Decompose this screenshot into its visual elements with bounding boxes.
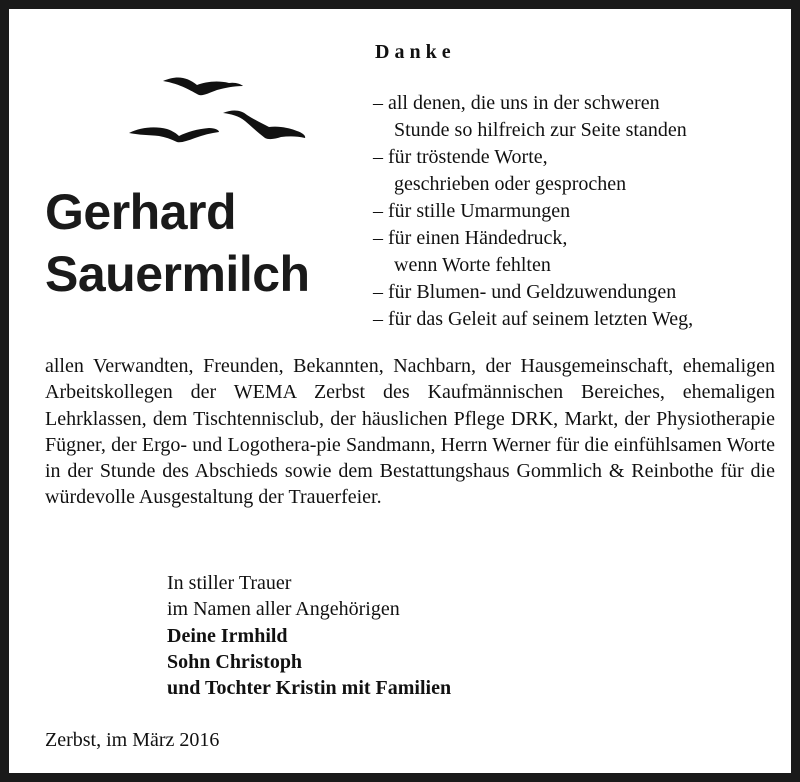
mourning-line: In stiller Trauer <box>167 572 292 594</box>
mourning-signature <box>167 570 451 701</box>
bird-left <box>129 127 219 142</box>
thanks-line: Stunde so hilfreich zur Seite standen <box>394 119 687 141</box>
bird-middle <box>223 111 305 140</box>
deceased-first-name: Gerhard <box>45 184 237 240</box>
thanks-line: – all denen, die uns in der schweren <box>373 92 660 114</box>
thanks-line: – für das Geleit auf seinem letzten Weg, <box>373 308 694 330</box>
thanks-line: wenn Worte fehlten <box>394 254 551 276</box>
notice-heading: Danke <box>375 41 456 63</box>
place-date: Zerbst, im März 2016 <box>45 729 220 751</box>
deceased-name <box>45 181 310 305</box>
thanks-list <box>373 90 778 333</box>
thanks-line: – für einen Händedruck, <box>373 227 568 249</box>
signer-name: Deine Irmhild <box>167 624 288 647</box>
signer-name: und Tochter Kristin mit Familien <box>167 677 452 700</box>
mourning-line: im Namen aller Angehörigen <box>167 598 400 621</box>
thanks-line: – für tröstende Worte, <box>373 146 548 168</box>
thanks-line: – für stille Umarmungen <box>373 200 571 222</box>
thanks-line: – für Blumen- und Geldzuwendungen <box>373 281 677 303</box>
acknowledgement-paragraph: allen Verwandten, Freunden, Bekannten, Nachbarn, der Hausgemeinschaft, ehemaligen Arbeitskollegen der WEMA Zerbst des Kaufmännischen Bereiches, ehemaligen Lehrklassen, dem Tischtennisclub, der häuslichen Pflege DRK, Markt, der Physiotherapie Fügner, der Ergo- und Logothera-pie Sandmann, Herrn Werner für die einfühlsamen Worte in der Stunde des Abschieds sowie dem Bestattungshaus Gommlich & Reinbothe für die würdevolle Ausgestaltung der Trauerfeier. <box>45 355 775 509</box>
deceased-last-name: Sauermilch <box>45 246 310 302</box>
flying-birds-icon <box>125 69 315 149</box>
bird-top <box>163 78 243 96</box>
signer-name: Sohn Christoph <box>167 650 303 673</box>
thanks-line: geschrieben oder gesprochen <box>394 173 627 195</box>
